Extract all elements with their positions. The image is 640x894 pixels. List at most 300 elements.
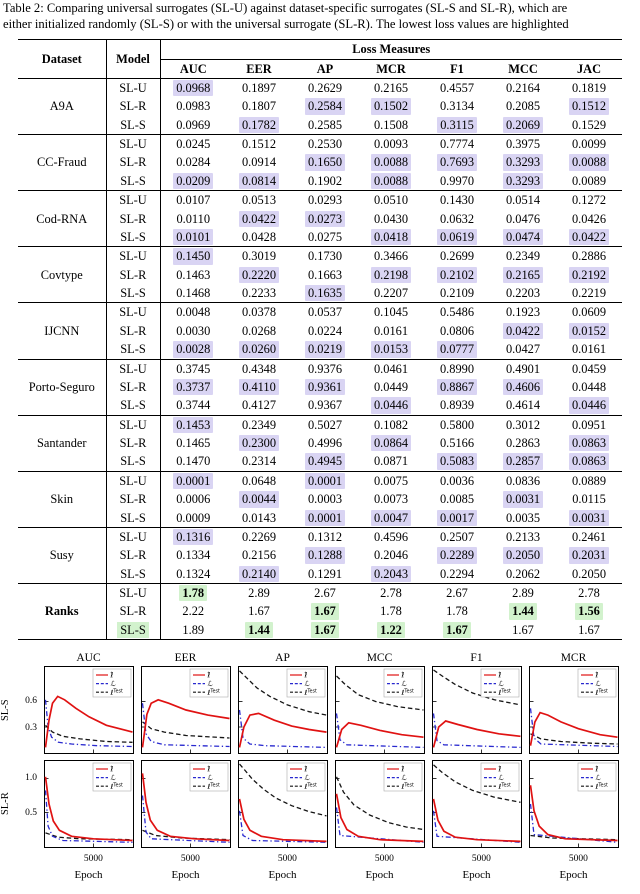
metric-value: 0.2289 bbox=[437, 547, 477, 563]
metric-value: 0.0863 bbox=[569, 453, 609, 469]
metric-cell bbox=[226, 247, 292, 266]
legend-label-l_test: ℓ$^{Test}$ bbox=[498, 783, 511, 792]
metric-cell bbox=[226, 116, 292, 135]
metric-value: 2.89 bbox=[512, 586, 534, 601]
metric-cell bbox=[160, 322, 226, 340]
metric-value: 0.2629 bbox=[307, 80, 343, 95]
metric-value: 0.3115 bbox=[437, 117, 477, 133]
metric-value: 0.1807 bbox=[241, 99, 277, 114]
figure-row-sl-r bbox=[0, 760, 640, 848]
legend-label-l_test: ℓ$^{Test}$ bbox=[110, 689, 123, 698]
metric-cell bbox=[556, 228, 622, 247]
metric-value: 0.0030 bbox=[176, 323, 211, 338]
metric-value: 0.0088 bbox=[569, 154, 609, 170]
metric-cell bbox=[490, 471, 556, 490]
subplot-cell bbox=[137, 666, 234, 754]
model-label: SL-R bbox=[106, 434, 160, 452]
legend-label-L: ℒ bbox=[498, 680, 504, 689]
metric-value: 0.5166 bbox=[439, 436, 475, 451]
legend-label-L: ℒ bbox=[498, 774, 504, 783]
metric-cell bbox=[226, 228, 292, 247]
metric-value: 0.0152 bbox=[569, 323, 609, 339]
metric-cell bbox=[556, 602, 622, 620]
dataset-label: IJCNN bbox=[18, 303, 106, 359]
metric-cell bbox=[358, 284, 424, 303]
header-metric-jac: JAC bbox=[576, 61, 602, 76]
metric-value: 0.0476 bbox=[505, 211, 541, 226]
metric-cell bbox=[292, 284, 358, 303]
metric-cell bbox=[292, 565, 358, 584]
legend-label-l_hat: ℓ̂ bbox=[401, 765, 404, 774]
legend-label-l_hat: ℓ̂ bbox=[110, 671, 113, 680]
metric-cell bbox=[292, 359, 358, 378]
metric-value: 0.0871 bbox=[373, 454, 409, 469]
metric-value: 0.8990 bbox=[439, 361, 475, 376]
model-label: SL-R bbox=[106, 490, 160, 508]
metric-value: 0.2192 bbox=[569, 267, 609, 283]
metric-value: 1.67 bbox=[443, 622, 471, 638]
metric-cell bbox=[226, 78, 292, 97]
subplot-title-mcr: MCR bbox=[560, 652, 587, 665]
metric-cell bbox=[292, 471, 358, 490]
metric-cell bbox=[556, 527, 622, 546]
model-label: SL-S bbox=[106, 396, 160, 415]
table-row bbox=[18, 509, 622, 528]
metric-value: 0.0143 bbox=[241, 510, 277, 525]
metric-value: 0.1312 bbox=[307, 529, 343, 544]
metric-cell bbox=[292, 527, 358, 546]
legend-label-L: ℒ bbox=[207, 680, 213, 689]
header-metric-auc: AUC bbox=[179, 61, 207, 76]
model-label: SL-S bbox=[106, 172, 160, 191]
metric-cell bbox=[160, 172, 226, 191]
dataset-label: Santander bbox=[18, 415, 106, 471]
metric-cell bbox=[358, 135, 424, 154]
row-label-sl-s: SL-S bbox=[0, 699, 11, 722]
y-tick-label: 1.0 bbox=[25, 772, 37, 783]
metric-cell bbox=[490, 621, 556, 640]
metric-cell bbox=[556, 247, 622, 266]
legend-label-l_hat: ℓ̂ bbox=[595, 765, 598, 774]
metric-value: 0.4614 bbox=[505, 398, 541, 413]
metric-cell bbox=[490, 509, 556, 528]
dataset-label: Susy bbox=[18, 527, 106, 583]
metric-cell bbox=[226, 546, 292, 564]
metric-value: 0.0968 bbox=[173, 80, 213, 96]
metric-value: 0.1512 bbox=[241, 137, 277, 152]
table-row bbox=[18, 527, 622, 546]
x-axis-label: Epoch bbox=[268, 869, 297, 882]
figure-x-axis bbox=[40, 854, 640, 882]
metric-value: 0.4901 bbox=[505, 361, 541, 376]
metric-cell bbox=[424, 584, 490, 603]
dataset-label: Covtype bbox=[18, 247, 106, 303]
metric-cell bbox=[292, 97, 358, 115]
metric-value: 0.0088 bbox=[371, 154, 411, 170]
metric-value: 0.1316 bbox=[173, 529, 213, 545]
metric-cell bbox=[490, 191, 556, 210]
metric-value: 1.56 bbox=[575, 603, 603, 619]
subplot-sl-s-eer bbox=[141, 666, 231, 754]
table-row bbox=[18, 546, 622, 564]
metric-value: 0.2584 bbox=[305, 98, 345, 114]
metric-value: 0.0777 bbox=[437, 341, 477, 357]
metric-value: 0.1430 bbox=[439, 193, 475, 208]
metric-value: 0.3293 bbox=[503, 173, 543, 189]
metric-cell bbox=[424, 135, 490, 154]
metric-cell bbox=[424, 340, 490, 359]
metric-cell bbox=[226, 191, 292, 210]
x-axis-label: Epoch bbox=[74, 869, 103, 882]
table-row bbox=[18, 452, 622, 471]
table-row bbox=[18, 340, 622, 359]
table-row bbox=[18, 228, 622, 247]
metric-value: 0.9970 bbox=[439, 173, 475, 188]
metric-cell bbox=[358, 378, 424, 396]
metric-cell bbox=[292, 509, 358, 528]
table-row bbox=[18, 602, 622, 620]
header-model: Model bbox=[106, 40, 160, 79]
metric-value: 0.1324 bbox=[176, 566, 211, 581]
metric-cell bbox=[160, 490, 226, 508]
model-label: SL-R bbox=[106, 322, 160, 340]
metric-cell bbox=[160, 359, 226, 378]
metric-cell bbox=[226, 565, 292, 584]
x-axis-cell-mcr bbox=[525, 854, 622, 882]
model-label: SL-U bbox=[106, 415, 160, 434]
subplot-cell bbox=[234, 666, 331, 754]
x-tick-label: 5000 bbox=[83, 854, 103, 865]
metric-cell bbox=[358, 303, 424, 322]
metric-cell bbox=[160, 527, 226, 546]
metric-value: 0.0864 bbox=[371, 435, 411, 451]
metric-cell bbox=[358, 210, 424, 228]
metric-value: 0.2133 bbox=[505, 529, 541, 544]
metric-cell bbox=[490, 415, 556, 434]
metric-cell bbox=[160, 415, 226, 434]
metric-value: 1.44 bbox=[509, 603, 537, 619]
metric-cell bbox=[292, 247, 358, 266]
metric-cell bbox=[556, 210, 622, 228]
legend-label-L: ℒ bbox=[304, 680, 310, 689]
model-label: SL-S bbox=[106, 340, 160, 359]
model-label: SL-U bbox=[106, 527, 160, 546]
metric-cell bbox=[160, 303, 226, 322]
group-a9a bbox=[18, 78, 622, 134]
metric-value: 0.0430 bbox=[373, 211, 409, 226]
metric-cell bbox=[490, 116, 556, 135]
metric-cell bbox=[226, 509, 292, 528]
metric-cell bbox=[226, 266, 292, 284]
metric-cell bbox=[424, 452, 490, 471]
header-metric-f1: F1 bbox=[450, 61, 464, 76]
header-metric-mcc: MCC bbox=[508, 61, 538, 76]
metric-cell bbox=[490, 135, 556, 154]
metric-value: 1.78 bbox=[446, 604, 468, 619]
metric-cell bbox=[556, 452, 622, 471]
metric-value: 0.0107 bbox=[176, 193, 211, 208]
metric-value: 0.2507 bbox=[439, 529, 475, 544]
legend-label-L: ℒ bbox=[207, 774, 213, 783]
subplot-cell bbox=[234, 760, 331, 848]
metric-value: 0.0099 bbox=[571, 137, 607, 152]
metric-value: 0.0001 bbox=[173, 473, 213, 489]
metric-cell bbox=[490, 228, 556, 247]
metric-value: 0.1272 bbox=[571, 193, 607, 208]
x-tick-label: 5000 bbox=[374, 854, 394, 865]
subplot-sl-r-ap bbox=[238, 760, 328, 848]
metric-value: 0.2156 bbox=[241, 548, 277, 563]
metric-value: 0.3975 bbox=[505, 137, 541, 152]
metric-value: 0.4127 bbox=[241, 398, 277, 413]
metric-cell bbox=[424, 172, 490, 191]
metric-cell bbox=[292, 322, 358, 340]
metric-value: 0.7693 bbox=[437, 154, 477, 170]
metric-cell bbox=[160, 452, 226, 471]
x-tick-label: 5000 bbox=[180, 854, 200, 865]
metric-value: 0.2233 bbox=[241, 286, 277, 301]
metric-cell bbox=[160, 191, 226, 210]
metric-value: 1.67 bbox=[311, 603, 339, 619]
metric-cell bbox=[358, 116, 424, 135]
metric-value: 1.67 bbox=[512, 622, 534, 637]
metric-value: 0.0115 bbox=[572, 492, 606, 507]
table-row bbox=[18, 359, 622, 378]
metric-cell bbox=[160, 509, 226, 528]
metric-cell bbox=[358, 602, 424, 620]
legend-label-L: ℒ bbox=[304, 774, 310, 783]
model-label: SL-R bbox=[106, 602, 160, 620]
table-row bbox=[18, 490, 622, 508]
x-axis-label: Epoch bbox=[462, 869, 491, 882]
header-dataset: Dataset bbox=[18, 40, 106, 79]
group-ijcnn bbox=[18, 303, 622, 359]
subplot-cell bbox=[40, 760, 137, 848]
subplot-sl-r-auc bbox=[44, 760, 134, 848]
metric-value: 0.4606 bbox=[503, 379, 543, 395]
table-row bbox=[18, 153, 622, 171]
legend-label-l_hat: ℓ̂ bbox=[304, 671, 307, 680]
metric-value: 0.0093 bbox=[373, 137, 409, 152]
metric-cell bbox=[358, 153, 424, 171]
table-row bbox=[18, 97, 622, 115]
legend-label-L: ℒ bbox=[110, 774, 116, 783]
x-tick-label: 5000 bbox=[277, 854, 297, 865]
metric-cell bbox=[358, 471, 424, 490]
metric-cell bbox=[292, 452, 358, 471]
legend-label-L: ℒ bbox=[595, 774, 601, 783]
metric-cell bbox=[424, 153, 490, 171]
model-label: SL-R bbox=[106, 153, 160, 171]
metric-value: 1.89 bbox=[182, 622, 205, 637]
metric-cell bbox=[556, 153, 622, 171]
header-row-1 bbox=[18, 40, 622, 59]
metric-cell bbox=[292, 378, 358, 396]
metric-value: 0.0863 bbox=[569, 435, 609, 451]
metric-cell bbox=[490, 527, 556, 546]
metric-value: 0.0101 bbox=[173, 229, 213, 245]
metric-value: 0.1502 bbox=[371, 98, 411, 114]
metric-cell bbox=[358, 565, 424, 584]
metric-cell bbox=[226, 471, 292, 490]
metric-value: 0.0806 bbox=[439, 323, 475, 338]
metric-value: 0.2140 bbox=[239, 566, 279, 582]
metric-value: 0.2300 bbox=[239, 435, 279, 451]
metric-value: 0.0632 bbox=[439, 211, 475, 226]
metric-cell bbox=[556, 471, 622, 490]
metric-value: 0.9367 bbox=[307, 398, 343, 413]
dataset-label: Skin bbox=[18, 471, 106, 527]
metric-value: 0.2349 bbox=[505, 249, 541, 264]
metric-cell bbox=[226, 135, 292, 154]
metric-cell bbox=[358, 247, 424, 266]
metric-cell bbox=[424, 621, 490, 640]
y-axis-ticks bbox=[15, 666, 40, 754]
metric-cell bbox=[424, 565, 490, 584]
subplot-title-eer: EER bbox=[174, 652, 197, 665]
metric-cell bbox=[556, 322, 622, 340]
group-covtype bbox=[18, 247, 622, 303]
metric-cell bbox=[490, 584, 556, 603]
table-row bbox=[18, 135, 622, 154]
metric-value: 0.1468 bbox=[176, 286, 211, 301]
subplot-cell bbox=[331, 666, 428, 754]
metric-value: 0.2164 bbox=[505, 80, 541, 95]
metric-value: 0.2269 bbox=[241, 529, 277, 544]
caption-line-1: Table 2: Comparing universal surrogates (SL-U) against dataset-specific surrogates (SL-S and SL-R), which are bbox=[3, 1, 568, 15]
metric-value: 0.2203 bbox=[505, 286, 541, 301]
metric-cell bbox=[292, 191, 358, 210]
metric-value: 0.5027 bbox=[307, 417, 343, 432]
metric-cell bbox=[424, 509, 490, 528]
metric-value: 0.1453 bbox=[173, 417, 213, 433]
metric-cell bbox=[490, 247, 556, 266]
metric-value: 0.0446 bbox=[371, 397, 411, 413]
metric-value: 0.0449 bbox=[373, 379, 409, 394]
metric-cell bbox=[226, 396, 292, 415]
y-tick-label: 0.3 bbox=[25, 722, 37, 733]
metric-value: 0.1470 bbox=[176, 454, 211, 469]
metric-cell bbox=[226, 434, 292, 452]
subplot-title-auc: AUC bbox=[76, 652, 101, 665]
metric-value: 0.7774 bbox=[439, 137, 475, 152]
group-santander bbox=[18, 415, 622, 471]
model-label: SL-S bbox=[106, 452, 160, 471]
metric-value: 0.0609 bbox=[571, 305, 607, 320]
metric-value: 1.67 bbox=[248, 604, 270, 619]
y-tick-label: 0.5 bbox=[25, 808, 37, 819]
metric-cell bbox=[226, 172, 292, 191]
caption-line-2: either initialized randomly (SL-S) or with the universal surrogate (SL-R). The lowest loss values are highlighted bbox=[3, 16, 569, 31]
metric-value: 0.0048 bbox=[176, 305, 211, 320]
metric-value: 0.0275 bbox=[307, 229, 343, 244]
metric-value: 0.0153 bbox=[371, 341, 411, 357]
x-axis-label: Epoch bbox=[365, 869, 394, 882]
dataset-label: A9A bbox=[18, 78, 106, 134]
metric-value: 1.22 bbox=[377, 622, 405, 638]
table-row bbox=[18, 565, 622, 584]
legend-label-l_hat: ℓ̂ bbox=[304, 765, 307, 774]
metric-cell bbox=[358, 359, 424, 378]
legend-label-l_test: ℓ$^{Test}$ bbox=[304, 689, 317, 698]
metric-cell bbox=[160, 340, 226, 359]
legend-label-l_hat: ℓ̂ bbox=[498, 765, 501, 774]
metric-cell bbox=[292, 490, 358, 508]
model-label bbox=[106, 621, 160, 640]
table-row bbox=[18, 210, 622, 228]
metric-cell bbox=[556, 490, 622, 508]
metric-value: 0.9376 bbox=[307, 361, 343, 376]
metric-cell bbox=[490, 153, 556, 171]
metric-value: 0.0513 bbox=[241, 193, 277, 208]
metric-cell bbox=[490, 602, 556, 620]
metric-value: 0.2349 bbox=[241, 417, 277, 432]
metric-value: 0.4348 bbox=[241, 361, 277, 376]
metric-value: 0.0427 bbox=[505, 342, 541, 357]
model-label: SL-R bbox=[106, 210, 160, 228]
subplot-sl-s-auc bbox=[44, 666, 134, 754]
metric-cell bbox=[292, 340, 358, 359]
table-row bbox=[18, 621, 622, 640]
metric-value: 0.3737 bbox=[173, 379, 213, 395]
metric-value: 0.8867 bbox=[437, 379, 477, 395]
legend-label-l_hat: ℓ̂ bbox=[110, 765, 113, 774]
metric-cell bbox=[424, 284, 490, 303]
x-axis-cell-ap bbox=[234, 854, 331, 882]
metric-cell bbox=[556, 509, 622, 528]
metric-value: 0.0006 bbox=[176, 492, 211, 507]
metric-value: 0.1334 bbox=[176, 548, 211, 563]
metric-cell bbox=[160, 228, 226, 247]
metric-cell bbox=[358, 490, 424, 508]
metric-value: 0.0284 bbox=[176, 155, 211, 170]
metric-cell bbox=[490, 97, 556, 115]
metric-cell bbox=[490, 284, 556, 303]
metric-value: 0.1512 bbox=[569, 98, 609, 114]
metric-cell bbox=[490, 322, 556, 340]
x-axis-cell-auc bbox=[40, 854, 137, 882]
model-label: SL-U bbox=[106, 471, 160, 490]
metric-cell bbox=[160, 135, 226, 154]
metric-value: 0.0461 bbox=[373, 361, 409, 376]
metric-cell bbox=[490, 172, 556, 191]
subplot-sl-s-mcr bbox=[529, 666, 619, 754]
header-metric-ap: AP bbox=[316, 61, 334, 76]
metric-value: 0.2050 bbox=[571, 566, 607, 581]
metric-cell bbox=[556, 359, 622, 378]
metric-value: 0.0293 bbox=[307, 193, 343, 208]
legend-label-L: ℒ bbox=[595, 680, 601, 689]
model-label: SL-U bbox=[106, 359, 160, 378]
metric-cell bbox=[358, 527, 424, 546]
table-row bbox=[18, 415, 622, 434]
metric-value: 0.0075 bbox=[373, 473, 409, 488]
header-metric-mcr: MCR bbox=[376, 61, 406, 76]
metric-value: 2.67 bbox=[446, 586, 468, 601]
metric-value: 0.2043 bbox=[371, 566, 411, 582]
subplot-cell bbox=[331, 760, 428, 848]
metric-cell bbox=[424, 434, 490, 452]
metric-cell bbox=[490, 359, 556, 378]
metric-cell bbox=[160, 284, 226, 303]
model-label: SL-U bbox=[106, 247, 160, 266]
row-label-sl-r: SL-R bbox=[0, 792, 11, 816]
metric-cell bbox=[292, 266, 358, 284]
metric-cell bbox=[358, 172, 424, 191]
metric-value: 0.3745 bbox=[176, 361, 211, 376]
metric-cell bbox=[424, 191, 490, 210]
metric-value: 0.1082 bbox=[373, 417, 409, 432]
